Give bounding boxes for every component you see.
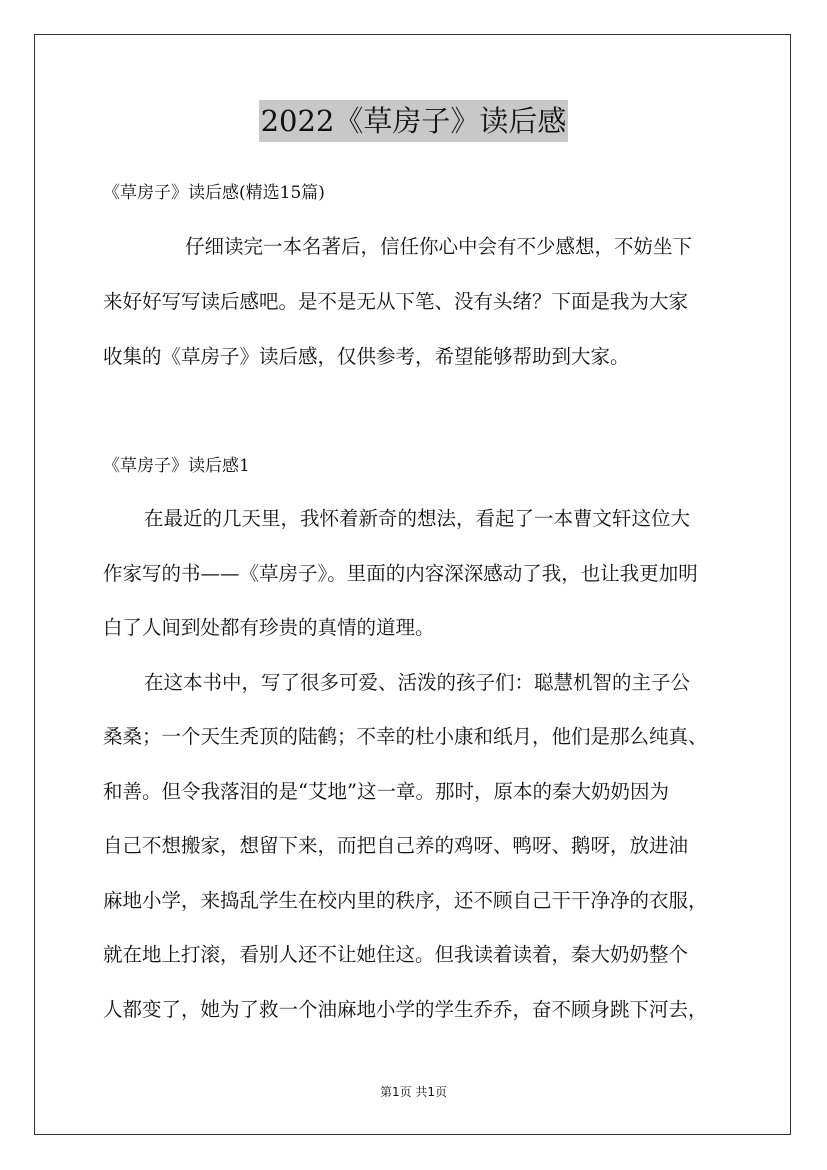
paragraph-line: 人都变了，她为了救一个油麻地小学的学生乔乔，奋不顾身跳下河去， xyxy=(103,998,708,1021)
document-subtitle: 《草房子》读后感(精选15篇) xyxy=(103,183,325,203)
title-container xyxy=(0,100,827,142)
intro-line: 仔细读完一本名著后，信任你心中会有不少感想，不妨坐下 xyxy=(185,235,693,258)
paragraph-line: 在最近的几天里，我怀着新奇的想法，看起了一本曹文轩这位大 xyxy=(144,507,691,530)
paragraph-line: 在这本书中，写了很多可爱、活泼的孩子们：聪慧机智的主子公 xyxy=(144,671,691,694)
paragraph-line: 就在地上打滚，看别人还不让她住这。但我读着读着，秦大奶奶整个 xyxy=(103,943,689,966)
document-title: 2022《草房子》读后感 xyxy=(259,100,569,142)
paragraph-line: 麻地小学，来捣乱学生在校内里的秩序，还不顾自己干干净净的衣服， xyxy=(103,889,708,912)
intro-line: 收集的《草房子》读后感，仅供参考，希望能够帮助到大家。 xyxy=(103,345,630,368)
paragraph-line: 作家写的书——《草房子》。里面的内容深深感动了我，也让我更加明 xyxy=(103,562,698,585)
page-footer: 第1页 共1页 xyxy=(379,1085,448,1099)
paragraph-line: 和善。但令我落泪的是“艾地”这一章。那时，原本的秦大奶奶因为 xyxy=(103,780,669,803)
intro-line: 来好好写写读后感吧。是不是无从下笔、没有头绪？下面是我为大家 xyxy=(103,290,689,313)
paragraph-line: 自己不想搬家，想留下来，而把自己养的鸡呀、鸭呀、鹅呀，放进油 xyxy=(103,834,689,857)
section-heading: 《草房子》读后感1 xyxy=(103,456,250,476)
paragraph-line: 白了人间到处都有珍贵的真情的道理。 xyxy=(103,616,435,639)
paragraph-line: 桑桑；一个天生秃顶的陆鹤；不幸的杜小康和纸月，他们是那么纯真、 xyxy=(103,725,708,748)
